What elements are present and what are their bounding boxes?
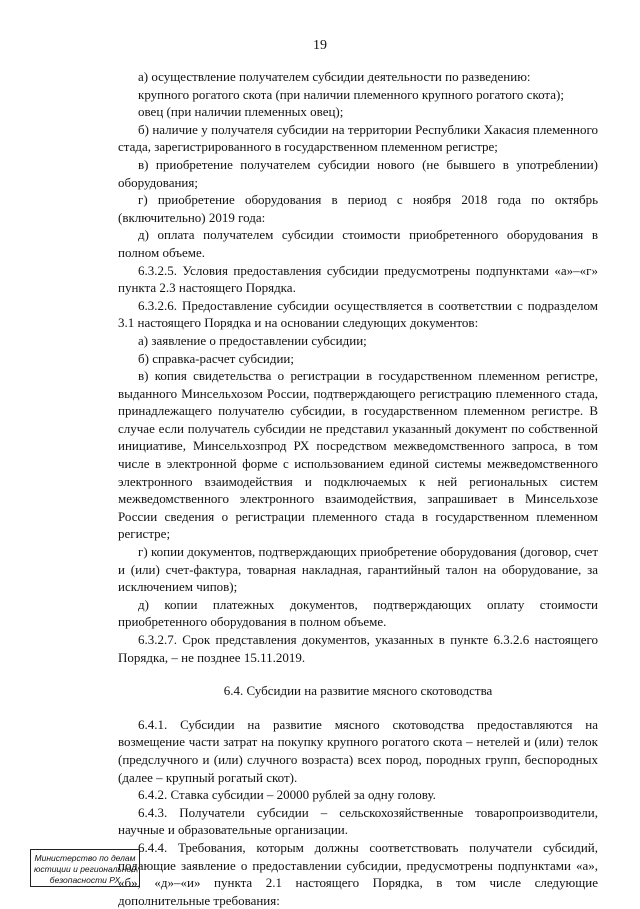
stamp-line: Министерство по делам	[34, 853, 136, 863]
paragraph: д) копии платежных документов, подтверждающих оплату стоимости приобретенного оборудования в полном объеме.	[118, 596, 598, 630]
paragraph: 6.4.3. Получатели субсидии – сельскохозяйственные товаропроизводители, научные и образовательные организации.	[118, 804, 598, 838]
paragraph: а) заявление о предоставлении субсидии;	[138, 332, 367, 348]
paragraph: б) наличие у получателя субсидии на территории Республики Хакасия племенного стада, зарегистрированного в государственном племенном регистре;	[118, 121, 598, 155]
paragraph: г) копии документов, подтверждающих приобретение оборудования (договор, счет и (или) счет-фактура, товарная накладная, гарантийный талон на оборудование, за исключением чипов);	[118, 544, 598, 595]
registration-stamp	[30, 849, 140, 887]
paragraph: 6.3.2.5. Условия предоставления субсидии предусмотрены подпунктами «а»–«г» пункта 2.3 настоящего Порядка.	[118, 262, 598, 296]
stamp-line: юстиции и региональной	[33, 864, 137, 874]
paragraph: 6.4.1. Субсидии на развитие мясного скотоводства предоставляются на возмещение части затрат на покупку крупного рогатого скота – нетелей и (или) телок (предслучного и (или) случного возраста) всех пород, породных групп, беспородных (далее – крупный рогатый скот).	[118, 716, 598, 785]
page-number: 19	[313, 38, 327, 53]
paragraph: 6.3.2.6. Предоставление субсидии осуществляется в соответствии с подразделом 3.1 настоящего Порядка и на основании следующих документов:	[118, 297, 598, 331]
paragraph: 6.4.2. Ставка субсидии – 20000 рублей за одну голову.	[138, 787, 436, 803]
paragraph: овец (при наличии племенных овец);	[138, 104, 344, 120]
paragraph: 6.3.2.7. Срок представления документов, указанных в пункте 6.3.2.6 настоящего Порядка, – не позднее 15.11.2019.	[118, 632, 598, 665]
paragraph: а) осуществление получателем субсидии деятельности по разведению:	[138, 69, 531, 84]
section-heading: 6.4. Субсидии на развитие мясного скотоводства	[223, 683, 493, 699]
paragraph: 6.4.4. Требования, которым должны соответствовать получатели субсидий, подающие заявление о предоставлении субсидии, предусмотрены подпунктами «а», «б», «д»–«и» пункта 2.1 настоящего Порядка, в том числе следующие дополнительные требования:	[118, 839, 598, 908]
paragraph: д) оплата получателем субсидии стоимости приобретенного оборудования в полном объеме.	[118, 227, 598, 260]
paragraph: г) приобретение оборудования в период с ноября 2018 года по октябрь (включительно) 2019 года:	[118, 192, 598, 225]
document-body	[118, 68, 598, 909]
paragraph: крупного рогатого скота (при наличии племенного крупного рогатого скота);	[138, 86, 564, 102]
paragraph: б) справка-расчет субсидии;	[138, 350, 294, 366]
paragraph: в) приобретение получателем субсидии нового (не бывшего в употреблении) оборудования;	[118, 156, 598, 190]
stamp-line: безопасности РХ	[49, 875, 121, 885]
paragraph: в) копия свидетельства о регистрации в государственном племенном регистре, выданного Минсельхозом России, подтверждающего регистрацию племенного стада, принадлежащего получателю субсидии, в государственном племенном регистре. В случае если получатель субсидии не представил указанный документ по собственной инициативе, Минсельхозпрод РХ посредством межведомственного запроса, в том числе в электронной форме с использованием единой системы межведомственного электронного взаимодействия и подключаемых к ней региональных систем межведомственного электронного взаимодействия, запрашивает в Минсельхозе России сведения о регистрации племенного стада в государственном племенном регистре;	[118, 368, 598, 542]
